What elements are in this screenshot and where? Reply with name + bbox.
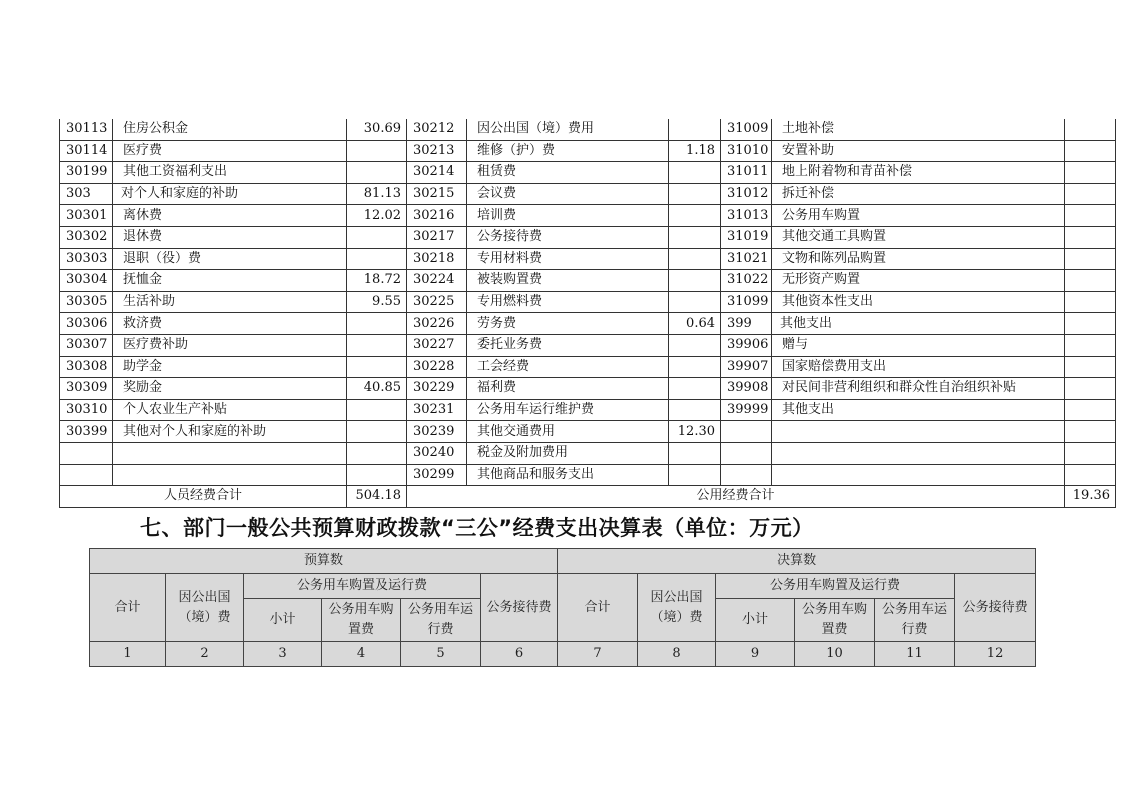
budget-total-header: 合计 xyxy=(90,574,166,642)
expense-row xyxy=(60,119,1116,140)
expense-name-col1: 助学金 xyxy=(113,356,347,378)
expense-code-col3: 39908 xyxy=(721,378,772,400)
expense-amount-col2: 0.64 xyxy=(669,313,721,335)
expense-amount-col1 xyxy=(347,162,407,184)
expense-name-col1: 生活补助 xyxy=(113,291,347,313)
expense-code-col1: 30303 xyxy=(60,248,113,270)
final-reception-header: 公务接待费 xyxy=(955,574,1036,642)
expense-amount-col2 xyxy=(669,162,721,184)
expense-code-col3: 31011 xyxy=(721,162,772,184)
expense-name-col2: 其他商品和服务支出 xyxy=(467,464,669,486)
expense-code-col2: 30215 xyxy=(407,183,467,205)
expense-amount-col1 xyxy=(347,442,407,464)
expense-name-col1: 其他工资福利支出 xyxy=(113,162,347,184)
expense-name-col1: 个人农业生产补贴 xyxy=(113,399,347,421)
expense-code-col3 xyxy=(721,421,772,443)
expense-name-col1 xyxy=(113,442,347,464)
expense-amount-col1 xyxy=(347,313,407,335)
column-number: 7 xyxy=(558,642,638,667)
column-number: 2 xyxy=(166,642,244,667)
expense-code-col3: 31021 xyxy=(721,248,772,270)
expense-code-col3: 31099 xyxy=(721,291,772,313)
expense-code-col3: 39906 xyxy=(721,334,772,356)
expense-amount-col3 xyxy=(1065,378,1116,400)
expense-name-col2: 福利费 xyxy=(467,378,669,400)
expense-name-col3 xyxy=(772,464,1065,486)
expense-name-col1: 医疗费补助 xyxy=(113,334,347,356)
expense-code-col2: 30218 xyxy=(407,248,467,270)
expense-amount-col3 xyxy=(1065,399,1116,421)
expense-name-col3: 安置补助 xyxy=(772,140,1065,162)
expense-name-col3: 其他资本性支出 xyxy=(772,291,1065,313)
budget-header: 预算数 xyxy=(90,549,558,574)
expense-amount-col3 xyxy=(1065,313,1116,335)
expense-code-col3: 31012 xyxy=(721,183,772,205)
expense-code-col2: 30231 xyxy=(407,399,467,421)
expense-code-col1: 30302 xyxy=(60,226,113,248)
expense-code-col2: 30216 xyxy=(407,205,467,227)
expense-row xyxy=(60,399,1116,421)
expense-amount-col3 xyxy=(1065,356,1116,378)
expense-amount-col1 xyxy=(347,334,407,356)
expense-code-col1: 30306 xyxy=(60,313,113,335)
expense-code-col3: 31013 xyxy=(721,205,772,227)
expense-code-col2: 30214 xyxy=(407,162,467,184)
expense-code-col2: 30225 xyxy=(407,291,467,313)
expense-amount-col3 xyxy=(1065,205,1116,227)
final-vehicle-operation-header: 公务用车运行费 xyxy=(875,599,955,642)
expense-code-col2: 30239 xyxy=(407,421,467,443)
expense-row xyxy=(60,291,1116,313)
expense-name-col2: 培训费 xyxy=(467,205,669,227)
expense-amount-col1 xyxy=(347,399,407,421)
expense-name-col1: 奖励金 xyxy=(113,378,347,400)
expense-name-col1: 住房公积金 xyxy=(113,119,347,140)
column-number: 6 xyxy=(481,642,558,667)
expense-amount-col3 xyxy=(1065,119,1116,140)
expense-name-col1: 抚恤金 xyxy=(113,270,347,292)
column-number: 3 xyxy=(244,642,322,667)
section-title: 七、部门一般公共预算财政拨款“三公”经费支出决算表（单位：万元） xyxy=(140,516,814,540)
expense-name-col3 xyxy=(772,421,1065,443)
expense-detail-table xyxy=(59,119,1116,508)
final-abroad-header: 因公出国（境）费 xyxy=(638,574,716,642)
expense-amount-col2 xyxy=(669,270,721,292)
expense-amount-col2: 12.30 xyxy=(669,421,721,443)
expense-code-col3: 31019 xyxy=(721,226,772,248)
expense-amount-col3 xyxy=(1065,464,1116,486)
expense-code-col1 xyxy=(60,442,113,464)
column-number: 5 xyxy=(401,642,481,667)
expense-row xyxy=(60,378,1116,400)
expense-name-col2: 租赁费 xyxy=(467,162,669,184)
expense-code-col1: 30307 xyxy=(60,334,113,356)
expense-amount-col1: 9.55 xyxy=(347,291,407,313)
expense-name-col2: 劳务费 xyxy=(467,313,669,335)
final-subtotal-header: 小计 xyxy=(716,599,795,642)
expense-detail-body xyxy=(60,119,1116,486)
expense-amount-col1 xyxy=(347,226,407,248)
expense-code-col1: 30304 xyxy=(60,270,113,292)
expense-code-col1 xyxy=(60,464,113,486)
column-number: 12 xyxy=(955,642,1036,667)
expense-code-col1: 30310 xyxy=(60,399,113,421)
expense-code-col1: 30114 xyxy=(60,140,113,162)
expense-code-col2: 30240 xyxy=(407,442,467,464)
expense-amount-col3 xyxy=(1065,291,1116,313)
expense-amount-col3 xyxy=(1065,421,1116,443)
expense-name-col2: 维修（护）费 xyxy=(467,140,669,162)
expense-name-col2: 其他交通费用 xyxy=(467,421,669,443)
expense-code-col3: 39999 xyxy=(721,399,772,421)
column-number: 10 xyxy=(795,642,875,667)
expense-name-col2: 委托业务费 xyxy=(467,334,669,356)
expense-name-col3: 赠与 xyxy=(772,334,1065,356)
expense-amount-col2: 1.18 xyxy=(669,140,721,162)
sangong-number-row xyxy=(90,642,1036,667)
expense-amount-col1 xyxy=(347,464,407,486)
expense-amount-col3 xyxy=(1065,162,1116,184)
expense-amount-col1: 81.13 xyxy=(347,183,407,205)
expense-name-col3: 其他支出 xyxy=(772,399,1065,421)
expense-name-col3: 拆迁补偿 xyxy=(772,183,1065,205)
expense-amount-col3 xyxy=(1065,442,1116,464)
expense-name-col2: 因公出国（境）费用 xyxy=(467,119,669,140)
expense-amount-col1: 40.85 xyxy=(347,378,407,400)
expense-name-col3: 无形资产购置 xyxy=(772,270,1065,292)
final-vehicle-header: 公务用车购置及运行费 xyxy=(716,574,955,599)
column-number: 4 xyxy=(322,642,401,667)
expense-name-col1: 医疗费 xyxy=(113,140,347,162)
expense-row xyxy=(60,313,1116,335)
expense-code-col1: 30399 xyxy=(60,421,113,443)
expense-amount-col3 xyxy=(1065,334,1116,356)
budget-vehicle-purchase-header: 公务用车购置费 xyxy=(322,599,401,642)
expense-amount-col1 xyxy=(347,421,407,443)
expense-name-col3: 土地补偿 xyxy=(772,119,1065,140)
expense-code-col2: 30226 xyxy=(407,313,467,335)
expense-row xyxy=(60,183,1116,205)
expense-name-col2: 专用材料费 xyxy=(467,248,669,270)
expense-code-col3: 39907 xyxy=(721,356,772,378)
expense-name-col1: 退休费 xyxy=(113,226,347,248)
expense-name-col3: 其他交通工具购置 xyxy=(772,226,1065,248)
expense-name-col2: 公务用车运行维护费 xyxy=(467,399,669,421)
expense-code-col2: 30217 xyxy=(407,226,467,248)
expense-code-col3: 31010 xyxy=(721,140,772,162)
expense-name-col3: 公务用车购置 xyxy=(772,205,1065,227)
expense-code-col1: 30309 xyxy=(60,378,113,400)
expense-row xyxy=(60,442,1116,464)
expense-amount-col2 xyxy=(669,378,721,400)
expense-row xyxy=(60,334,1116,356)
expense-name-col3: 文物和陈列品购置 xyxy=(772,248,1065,270)
expense-amount-col2 xyxy=(669,334,721,356)
expense-code-col3 xyxy=(721,442,772,464)
final-header: 决算数 xyxy=(558,549,1036,574)
expense-code-col1: 30308 xyxy=(60,356,113,378)
expense-row xyxy=(60,162,1116,184)
expense-amount-col3 xyxy=(1065,248,1116,270)
expense-amount-col2 xyxy=(669,291,721,313)
budget-subtotal-header: 小计 xyxy=(244,599,322,642)
expense-amount-col1 xyxy=(347,140,407,162)
expense-name-col2: 会议费 xyxy=(467,183,669,205)
public-total-value: 19.36 xyxy=(1065,486,1116,508)
expense-name-col1: 离休费 xyxy=(113,205,347,227)
personnel-total-value: 504.18 xyxy=(347,486,407,508)
expense-name-col2: 税金及附加费用 xyxy=(467,442,669,464)
budget-vehicle-operation-header: 公务用车运行费 xyxy=(401,599,481,642)
expense-row xyxy=(60,226,1116,248)
expense-amount-col2 xyxy=(669,442,721,464)
expense-row xyxy=(60,248,1116,270)
personnel-total-label: 人员经费合计 xyxy=(60,486,347,508)
expense-amount-col2 xyxy=(669,248,721,270)
expense-name-col3: 国家赔偿费用支出 xyxy=(772,356,1065,378)
expense-code-col3: 399 xyxy=(721,313,772,335)
sangong-header-row-1 xyxy=(90,549,1036,574)
expense-code-col1: 303 xyxy=(60,183,113,205)
final-vehicle-purchase-header: 公务用车购置费 xyxy=(795,599,875,642)
expense-amount-col1: 12.02 xyxy=(347,205,407,227)
expense-name-col1: 救济费 xyxy=(113,313,347,335)
expense-code-col1: 30305 xyxy=(60,291,113,313)
final-total-header: 合计 xyxy=(558,574,638,642)
expense-row xyxy=(60,140,1116,162)
expense-code-col3: 31022 xyxy=(721,270,772,292)
budget-vehicle-header: 公务用车购置及运行费 xyxy=(244,574,481,599)
expense-row xyxy=(60,270,1116,292)
expense-code-col1: 30199 xyxy=(60,162,113,184)
expense-code-col2: 30228 xyxy=(407,356,467,378)
expense-amount-col1 xyxy=(347,248,407,270)
expense-name-col1: 其他对个人和家庭的补助 xyxy=(113,421,347,443)
expense-code-col2: 30229 xyxy=(407,378,467,400)
budget-reception-header: 公务接待费 xyxy=(481,574,558,642)
expense-row xyxy=(60,356,1116,378)
expense-code-col1: 30301 xyxy=(60,205,113,227)
expense-amount-col2 xyxy=(669,183,721,205)
expense-amount-col2 xyxy=(669,226,721,248)
expense-amount-col2 xyxy=(669,464,721,486)
expense-amount-col2 xyxy=(669,356,721,378)
expense-name-col2: 被装购置费 xyxy=(467,270,669,292)
expense-amount-col2 xyxy=(669,205,721,227)
sangong-expense-table xyxy=(89,548,1036,667)
expense-amount-col1 xyxy=(347,356,407,378)
expense-amount-col2 xyxy=(669,399,721,421)
expense-amount-col2 xyxy=(669,119,721,140)
expense-code-col2: 30213 xyxy=(407,140,467,162)
expense-amount-col3 xyxy=(1065,226,1116,248)
expense-code-col2: 30224 xyxy=(407,270,467,292)
expense-amount-col3 xyxy=(1065,270,1116,292)
expense-name-col3 xyxy=(772,442,1065,464)
expense-code-col2: 30227 xyxy=(407,334,467,356)
column-number: 1 xyxy=(90,642,166,667)
expense-code-col2: 30212 xyxy=(407,119,467,140)
expense-code-col3 xyxy=(721,464,772,486)
expense-name-col3: 其他支出 xyxy=(772,313,1065,335)
expense-amount-col3 xyxy=(1065,183,1116,205)
expense-name-col1 xyxy=(113,464,347,486)
expense-name-col1: 对个人和家庭的补助 xyxy=(113,183,347,205)
column-number: 8 xyxy=(638,642,716,667)
column-number: 9 xyxy=(716,642,795,667)
expense-name-col3: 对民间非营利组织和群众性自治组织补贴 xyxy=(772,378,1065,400)
expense-code-col1: 30113 xyxy=(60,119,113,140)
expense-row xyxy=(60,464,1116,486)
public-total-label: 公用经费合计 xyxy=(407,486,1065,508)
expense-name-col1: 退职（役）费 xyxy=(113,248,347,270)
column-number: 11 xyxy=(875,642,955,667)
expense-name-col3: 地上附着物和青苗补偿 xyxy=(772,162,1065,184)
expense-name-col2: 专用燃料费 xyxy=(467,291,669,313)
budget-abroad-header: 因公出国（境）费 xyxy=(166,574,244,642)
expense-code-col2: 30299 xyxy=(407,464,467,486)
expense-name-col2: 工会经费 xyxy=(467,356,669,378)
expense-total-row xyxy=(60,486,1116,508)
expense-amount-col1: 30.69 xyxy=(347,119,407,140)
expense-amount-col3 xyxy=(1065,140,1116,162)
expense-row xyxy=(60,421,1116,443)
sangong-header-row-2 xyxy=(90,574,1036,599)
expense-amount-col1: 18.72 xyxy=(347,270,407,292)
expense-name-col2: 公务接待费 xyxy=(467,226,669,248)
expense-row xyxy=(60,205,1116,227)
expense-code-col3: 31009 xyxy=(721,119,772,140)
